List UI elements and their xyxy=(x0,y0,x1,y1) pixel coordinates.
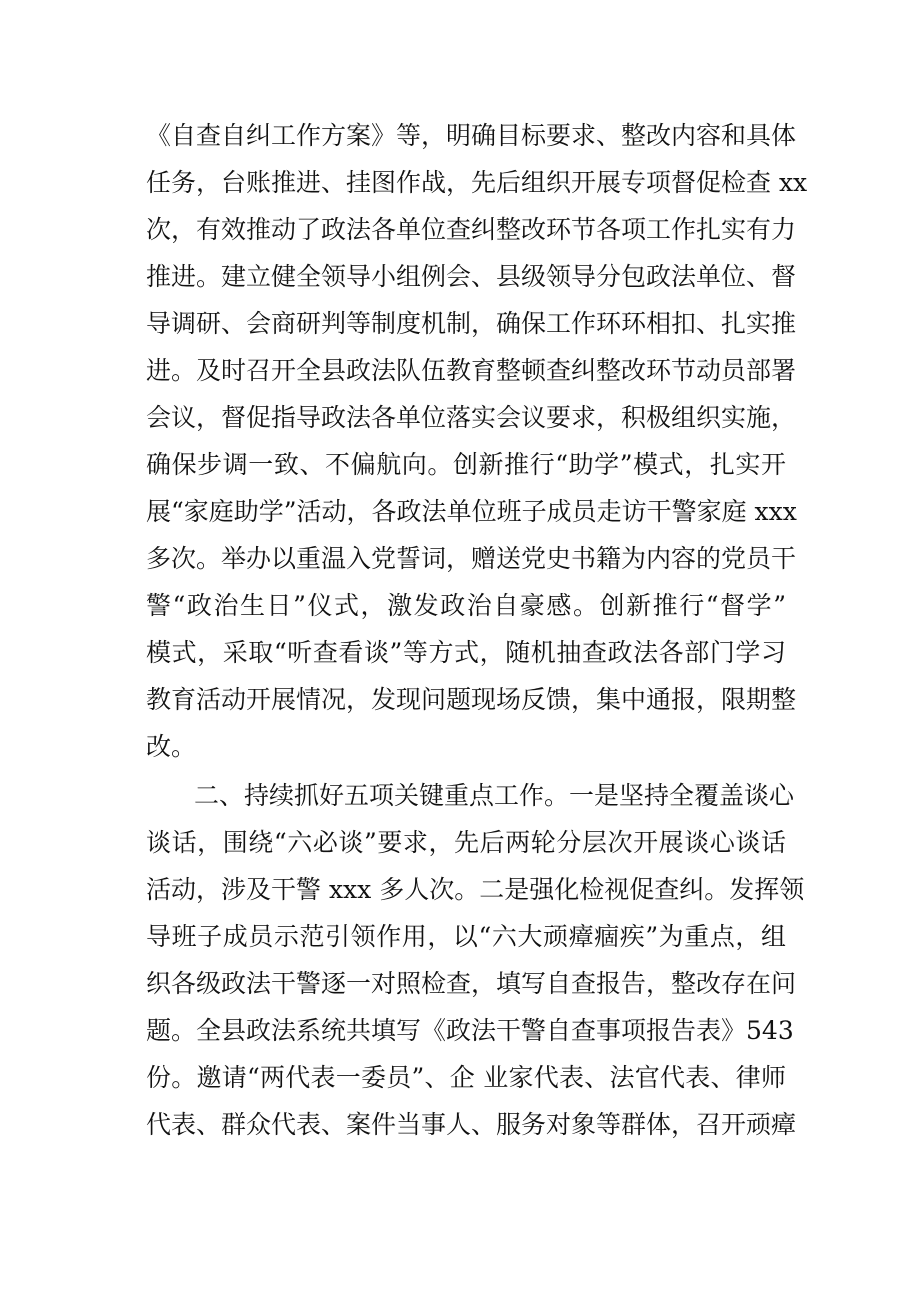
text-line: 教育活动开展情况，发现问题现场反馈，集中通报，限期整 xyxy=(146,685,797,714)
text-line: 活动，涉及干警 xxx 多人次。二是强化检视促查纠。发挥领 xyxy=(146,875,805,904)
text-line: 题。全县政法系统共填写《政法干警自查事项报告表》543 xyxy=(146,1016,794,1045)
text-line: 次，有效推动了政法各单位查纠整改环节各项工作扎实有力 xyxy=(146,215,797,244)
text-line: 改。 xyxy=(146,732,197,761)
text-line: 进。及时召开全县政法队伍教育整顿查纠整改环节动员部署 xyxy=(146,356,797,385)
text-line: 模式，采取“听查看谈”等方式，随机抽查政法各部门学习 xyxy=(146,638,786,667)
text-line: 导调研、会商研判等制度机制，确保工作环环相扣、扎实推 xyxy=(146,309,797,338)
text-line: 推进。建立健全领导小组例会、县级领导分包政法单位、督 xyxy=(146,262,797,291)
text-line: 份。邀请“两代表一委员”、企 业家代表、法官代表、律师 xyxy=(146,1063,786,1092)
text-line: 任务，台账推进、挂图作战，先后组织开展专项督促检查 xx xyxy=(146,168,808,197)
text-line: 代表、群众代表、案件当事人、服务对象等群体，召开顽瘴 xyxy=(146,1110,797,1139)
text-line: 导班子成员示范引领作用，以“六大顽瘴痼疾”为重点，组 xyxy=(146,922,786,951)
text-line: 确保步调一致、不偏航向。创新推行“助学”模式，扎实开 xyxy=(146,450,786,479)
text-line: 警“政治生日”仪式，激发政治自豪感。创新推行“督学” xyxy=(146,591,786,620)
paragraph-1 xyxy=(146,112,808,770)
paragraph-2 xyxy=(146,772,805,1148)
text-line: 谈话，围绕“六必谈”要求，先后两轮分层次开展谈心谈话 xyxy=(146,828,786,857)
text-line: 展“家庭助学”活动，各政法单位班子成员走访干警家庭 xxx xyxy=(146,497,797,526)
text-line: 二、持续抓好五项关键重点工作。一是坚持全覆盖谈心 xyxy=(194,781,795,810)
body-text xyxy=(146,112,808,1148)
text-line: 会议，督促指导政法各单位落实会议要求，积极组织实施， xyxy=(146,403,797,432)
text-line: 《自查自纠工作方案》等，明确目标要求、整改内容和具体 xyxy=(146,121,797,150)
text-line: 织各级政法干警逐一对照检查，填写自查报告，整改存在问 xyxy=(146,969,797,998)
text-line: 多次。举办以重温入党誓词，赠送党史书籍为内容的党员干 xyxy=(146,544,797,573)
